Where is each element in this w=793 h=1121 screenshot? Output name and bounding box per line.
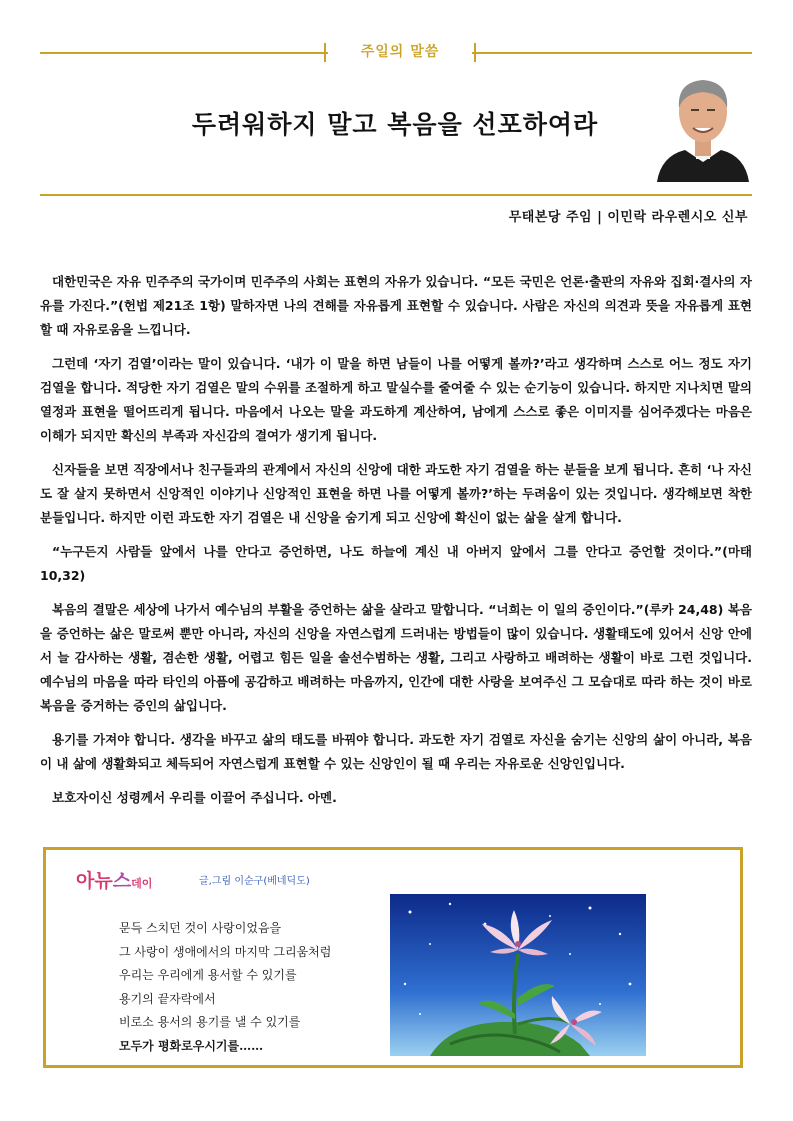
priest-portrait <box>655 72 751 182</box>
lily-flower-night-illustration <box>390 894 646 1056</box>
agnus-day-box <box>43 847 743 1068</box>
paragraph-7: 보호자이신 성령께서 우리를 이끌어 주십니다. 아멘. <box>52 790 337 805</box>
poem-line: 비로소 용서의 용기를 낼 수 있기를 <box>119 1015 301 1029</box>
header-rule-tick-right <box>474 43 476 62</box>
poem-line: 그 사랑이 생애에서의 마지막 그리움처럼 <box>119 944 332 959</box>
article-body <box>40 270 752 820</box>
paragraph-4: “누구든지 사람들 앞에서 나를 안다고 증언하면, 나도 하늘에 계신 내 아버지 앞에서 그를 안다고 증언할 것이다.”(마태 10,32) <box>40 544 752 583</box>
box-credit: 글,그림 이순구(베네딕도) <box>199 876 310 887</box>
poem <box>119 917 419 1058</box>
paragraph-2: 그런데 ‘자기 검열’이라는 말이 있습니다. ‘내가 이 말을 하면 남들이 나를 어떻게 볼까?’라고 생각하며 스스로 어느 정도 자기 검열을 합니다. 적당한 자기 검열은 말의 수위를 조절하게 하고 말실수를 줄여줄 수 있는 순기능이 있습니다. 하지만 지나치면 말의 열정과 표현을 떨어뜨리게 됩니다. 마음에서 나오는 말을 과도하게 계산하여, 남에게 스스로 좋은 이미지를 심어주겠다는 마음은 이해가 되지만 확신의 부족과 자신감의 결여가 생기게 됩니다. <box>40 356 752 443</box>
title-divider <box>40 194 752 196</box>
poem-line: 용기의 끝자락에서 <box>119 991 216 1006</box>
header-rule-tick-left <box>324 43 326 62</box>
paragraph-6: 용기를 가져야 합니다. 생각을 바꾸고 삶의 태도를 바꿔야 합니다. 과도한 자기 검열로 자신을 숨기는 신앙의 삶이 아니라, 복음이 내 삶에 생활화되고 체득되어 자연스럽게 표현할 수 있는 신앙인이 될 때 우리는 자유로운 신앙인입니다. <box>40 732 752 771</box>
section-label: 주일의 말씀 <box>328 41 472 63</box>
poem-line: 문득 스치던 것이 사랑이었음을 <box>119 921 282 935</box>
page-title: 두려워하지 말고 복음을 선포하여라 <box>191 110 599 139</box>
paragraph-3: 신자들을 보면 직장에서나 친구들과의 관계에서 자신의 신앙에 대한 과도한 자기 검열을 하는 분들을 보게 됩니다. 흔히 ‘나 자신도 잘 살지 못하면서 신앙적인 이야기나 신앙적인 표현을 하면 나를 어떻게 볼까?’하는 두려움이 있는 것입니다. 생각해보면 착한 분들입니다. 하지만 이런 과도한 자기 검열은 내 신앙을 숨기게 되고 신앙에 확신이 없는 삶을 살게 합니다. <box>40 462 752 525</box>
paragraph-1: 대한민국은 자유 민주주의 국가이며 민주주의 사회는 표현의 자유가 있습니다. “모든 국민은 언론·출판의 자유와 집회·결사의 자유를 가진다.”(헌법 제21조 1항) 말하자면 나의 견해를 자유롭게 표현할 수 있습니다. 사람은 자신의 의견과 뜻을 자유롭게 표현할 때 자유로움을 느낍니다. <box>40 274 752 337</box>
author-line: 무태본당 주임 | 이민락 라우렌시오 신부 <box>508 210 748 225</box>
poem-line: 우리는 우리에게 용서할 수 있기를 <box>119 968 297 982</box>
paragraph-5: 복음의 결말은 세상에 나가서 예수님의 부활을 증언하는 삶을 살라고 말합니다. “너희는 이 일의 증인이다.”(루카 24,48) 복음을 증언하는 삶은 말로써 뿐만 아니라, 자신의 신앙을 자연스럽게 드러내는 방법들이 많이 있습니다. 생활태도에 있어서 신앙 안에서 늘 감사하는 생활, 겸손한 생활, 어렵고 힘든 일을 솔선수범하는 생활, 그리고 사랑하고 배려하는 생활이 바로 그런 것입니다. 예수님의 마음을 따라 타인의 아픔에 공감하고 배려하는 마음까지, 인간에 대한 사랑을 보여주신 그 모습대로 따라 하는 것이 바로 복음을 증거하는 증인의 삶입니다. <box>40 602 752 713</box>
agnus-day-logo: 아뉴스데이 <box>76 870 153 892</box>
poem-line-final: 모두가 평화로우시기를…… <box>119 1038 264 1053</box>
